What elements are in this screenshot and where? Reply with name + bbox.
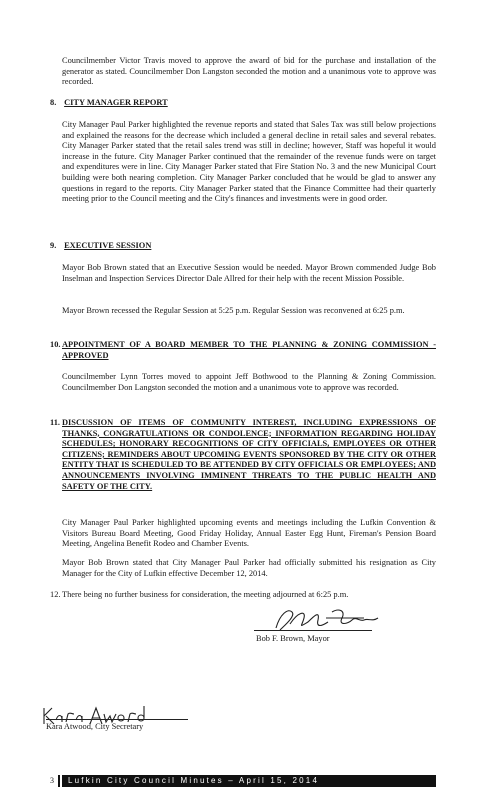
footer-separator	[58, 775, 60, 787]
mayor-signature-line	[254, 630, 372, 631]
item-8-number: 8.	[50, 98, 57, 107]
item-9-paragraph-2: Mayor Brown recessed the Regular Session at 5:25 p.m. Regular Session was reconvened at 6:25 p.m.	[62, 306, 405, 315]
item-11-number: 11.	[50, 418, 61, 427]
mayor-name: Bob F. Brown, Mayor	[256, 634, 330, 643]
item-10-title: APPOINTMENT OF A BOARD MEMBER TO THE PLANNING & ZONING COMMISSION - APPROVED	[62, 340, 436, 360]
item-11-paragraph-1: City Manager Paul Parker highlighted upcoming events and meetings including the Lufkin Convention & Visitors Bureau Board Meeting, Good Friday Holiday, Annual Easter Egg Hunt, Fireman's Pension Board Meeting, Angelina Benefit Rodeo and Chamber Events.	[62, 518, 436, 549]
item-11-paragraph-2: Mayor Bob Brown stated that City Manager Paul Parker had officially submitted his resignation as City Manager for the City of Lufkin effective December 12, 2014.	[62, 558, 436, 578]
secretary-signature-line	[46, 719, 188, 720]
item-9-number: 9.	[50, 241, 57, 250]
footer-page-number: 3	[50, 776, 54, 785]
item-9-title: EXECUTIVE SESSION	[64, 241, 152, 250]
footer-running-title: Lufkin City Council Minutes – April 15, 2014	[62, 775, 436, 787]
item-12-paragraph-1: There being no further business for consideration, the meeting adjourned at 6:25 p.m.	[62, 590, 349, 599]
intro-paragraph: Councilmember Victor Travis moved to approve the award of bid for the purchase and installation of the generator as stated. Councilmember Don Langston seconded the motion and a unanimous vote to approve was recorded.	[62, 56, 436, 87]
item-10-number: 10.	[50, 340, 61, 349]
item-8-heading	[50, 98, 168, 109]
item-8-paragraph-1: City Manager Paul Parker highlighted the revenue reports and stated that Sales Tax was still below projections and explained the reasons for the decrease which included a general decline in retail sales and several rebates. City Manager Parker stated that the retail sales trend was still in decline; however, Staff was hopeful it would increase in the future. City Manager Parker continued that the remainder of the revenue funds were on target and expenditures were in line. City Manager Parker stated that Fire Station No. 3 and the new Municipal Court building were both nearing completion. City Manager Parker concluded that he would be glad to answer any questions in regard to the reports. City Manager Parker stated that the Finance Committee had their quarterly meeting prior to the Council meeting and the City's finances and investments were in good order.	[62, 120, 436, 204]
item-9-heading	[50, 241, 151, 252]
item-10-paragraph-1: Councilmember Lynn Torres moved to appoint Jeff Bothwood to the Planning & Zoning Commission. Councilmember Don Langston seconded the motion and a unanimous vote to approve was recorded.	[62, 372, 436, 392]
item-12-number: 12.	[50, 590, 61, 599]
item-11-title: DISCUSSION OF ITEMS OF COMMUNITY INTEREST, INCLUDING EXPRESSIONS OF THANKS, CONGRATULATIONS OR CONDOLENCE; INFORMATION REGARDING HOLIDAY SCHEDULES; HONORARY RECOGNITIONS OF CITY OFFICIALS, EMPLOYEES OR OTHER CITIZENS; REMINDERS ABOUT UPCOMING EVENTS SPONSORED BY THE CITY OR OTHER ENTITY THAT IS SCHEDULED TO BE ATTENDED BY CITY OFFICIALS OR EMPLOYEES; AND ANNOUNCEMENTS INVOLVING IMMINENT THREATS TO THE PUBLIC HEALTH AND SAFETY OF THE CITY.	[62, 418, 436, 491]
item-9-paragraph-1: Mayor Bob Brown stated that an Executive Session would be needed. Mayor Brown commended Judge Bob Inselman and Inspection Services Director Dale Allred for their help with the recent Mission Possible.	[62, 263, 436, 283]
secretary-name: Kara Atwood, City Secretary	[46, 722, 144, 731]
item-8-title: CITY MANAGER REPORT	[64, 98, 168, 107]
